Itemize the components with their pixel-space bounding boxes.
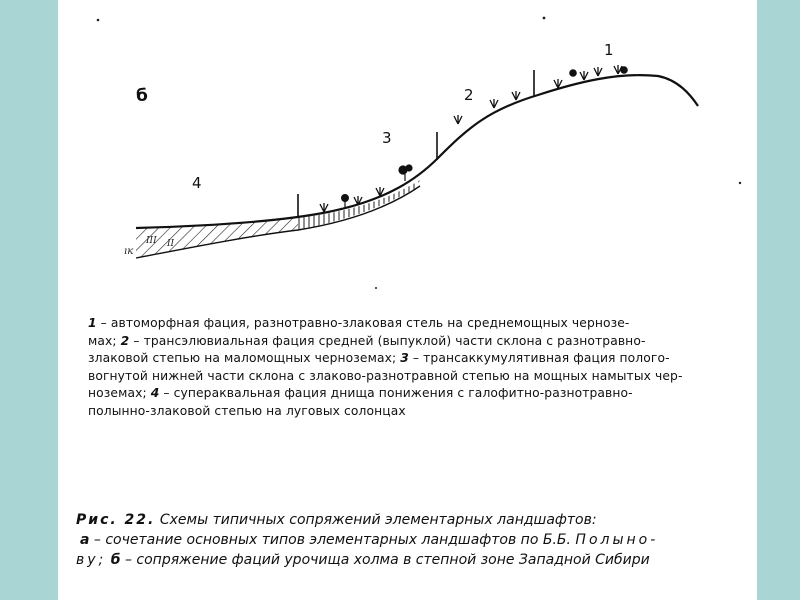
legend-text: – супераквальная фация днища понижения с галофитно-разнотравно- xyxy=(159,386,633,400)
soil-mark-left: ıк xyxy=(124,246,134,257)
soil-mark-III: III xyxy=(146,236,157,246)
caption-author-name: Полыно- xyxy=(575,532,659,548)
slope-surface-line xyxy=(136,75,698,228)
facies-label-4: 4 xyxy=(192,174,202,192)
caption-author-end: ву; xyxy=(76,552,107,568)
legend-text: полынно-злаковой степью на луговых солонцах xyxy=(88,403,406,418)
legend-text: – трансэлювиальная фация средней (выпуклой) части склона с разнотравно- xyxy=(129,333,646,348)
legend-line xyxy=(88,368,738,386)
legend-text: злаковой степью на маломощных черноземах; xyxy=(88,351,401,365)
caption-line-3 xyxy=(76,550,746,570)
figure-caption xyxy=(76,510,746,570)
legend-text: ноземах; xyxy=(88,386,151,400)
legend-item-number: 2 xyxy=(120,333,130,348)
legend-line xyxy=(88,403,738,421)
figure-legend xyxy=(88,315,738,420)
caption-item-b-letter: б xyxy=(110,552,121,568)
caption-item-a-text: – сочетание основных типов элементарных ландшафтов по Б.Б. xyxy=(93,532,571,548)
legend-text: – трансаккумулятивная фация полого- xyxy=(408,351,670,365)
legend-text: – автоморфная фация, разнотравно-злаковая стель на среднемощных чернозе- xyxy=(96,316,630,330)
caption-item-a-letter: а xyxy=(80,532,90,548)
soil-mark-II: II xyxy=(167,239,175,249)
figure-number: Рис. 22. xyxy=(76,512,156,528)
legend-line xyxy=(88,315,738,333)
caption-line-1 xyxy=(76,510,746,530)
legend-line xyxy=(88,333,738,351)
caption-title: Схемы типичных сопряжений элементарных ландшафтов: xyxy=(159,512,597,528)
facies-label-3: 3 xyxy=(382,129,392,147)
legend-item-number: 1 xyxy=(88,316,97,330)
panel-letter-label: б xyxy=(136,86,148,106)
legend-line xyxy=(88,350,738,368)
caption-line-2 xyxy=(76,530,746,550)
legend-text: мах; xyxy=(88,333,121,348)
legend-item-number: 4 xyxy=(150,386,160,400)
landscape-profile-diagram xyxy=(58,0,757,300)
facies-label-2: 2 xyxy=(464,86,474,104)
facies-label-1: 1 xyxy=(604,41,614,59)
scan-specks xyxy=(97,17,742,289)
legend-item-number: 3 xyxy=(400,351,409,365)
caption-item-b-text: – сопряжение фаций урочища холма в степной зоне Западной Сибири xyxy=(124,552,650,568)
legend-text: вогнутой нижней части склона с злаково-разнотравной степью на мощных намытых чер- xyxy=(88,368,683,383)
legend-line xyxy=(88,385,738,403)
scanned-page xyxy=(58,0,757,600)
